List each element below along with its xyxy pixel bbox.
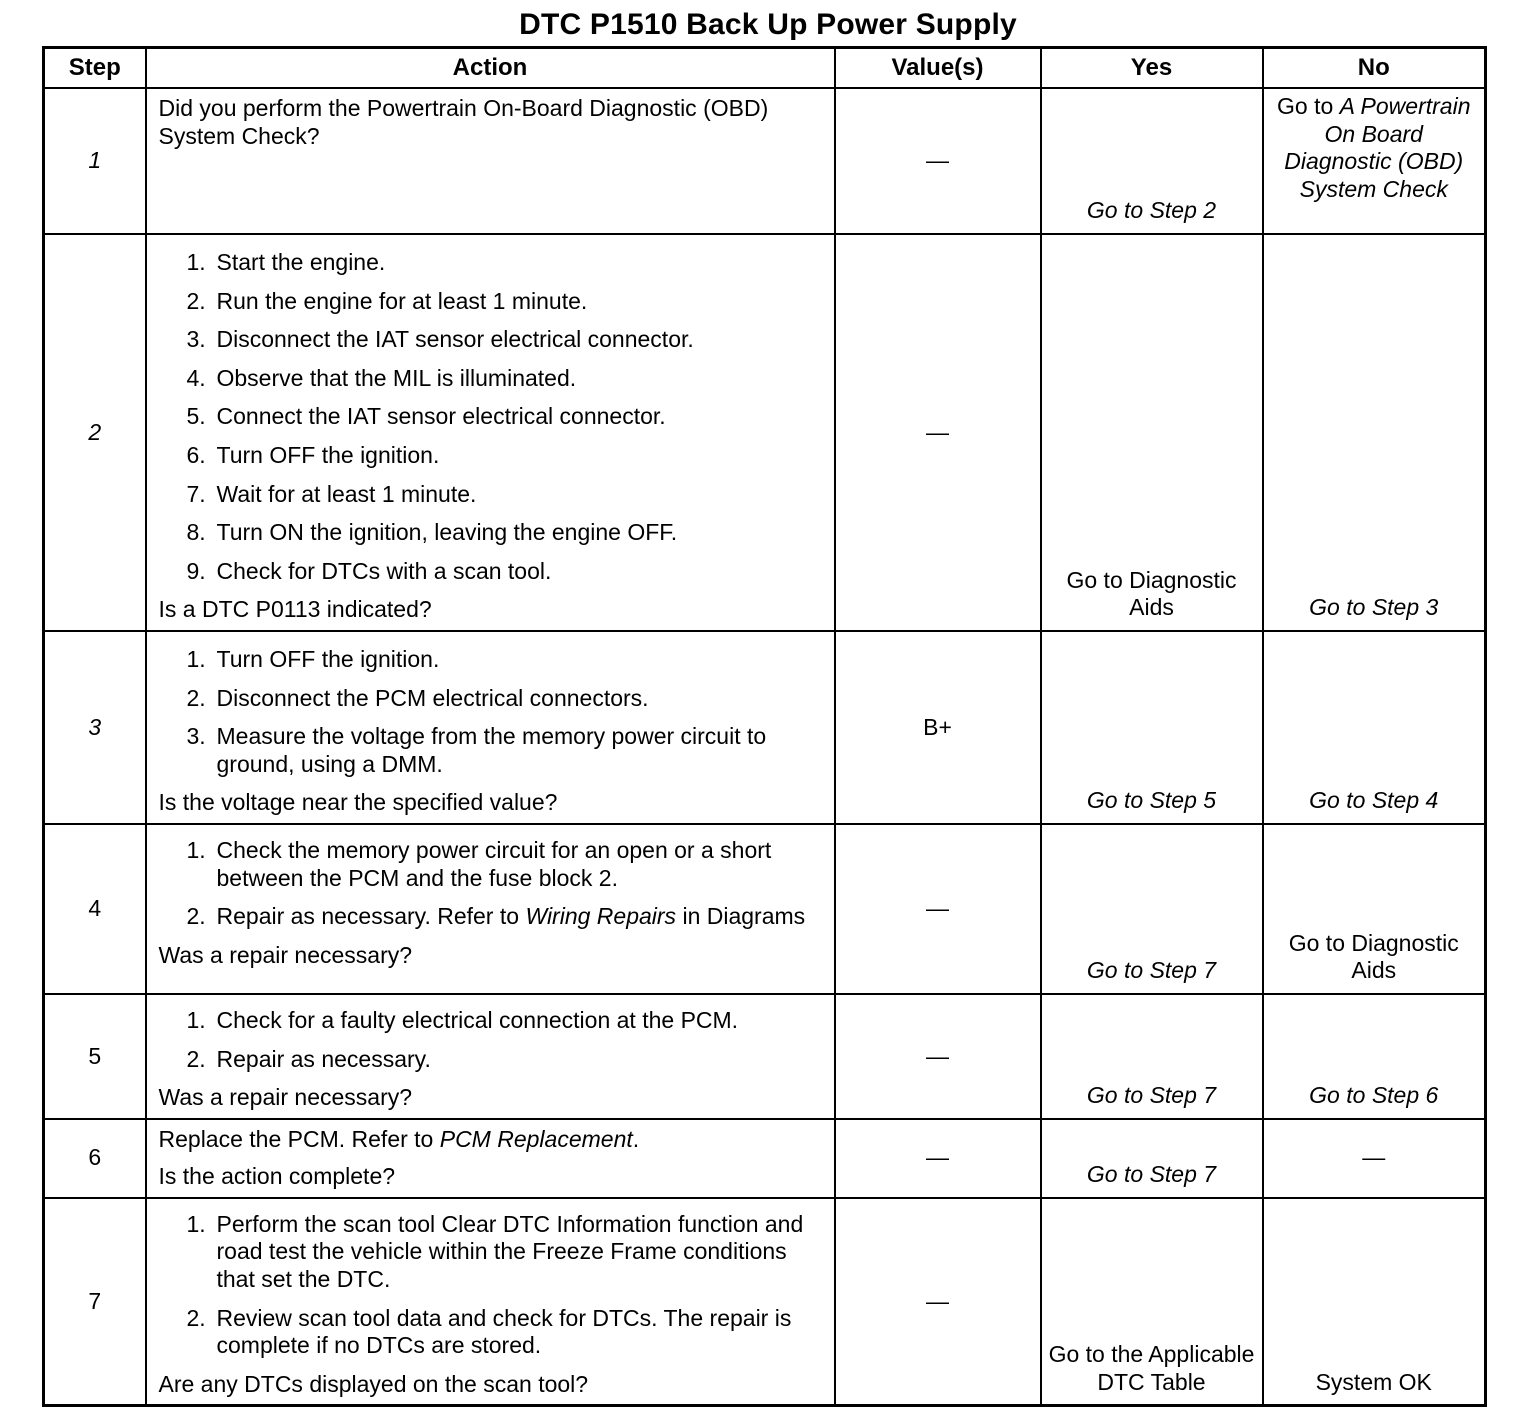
value-cell: —: [835, 234, 1041, 631]
step-number: 6: [44, 1119, 146, 1198]
list-item: 6. Turn OFF the ignition.: [186, 441, 440, 468]
no-cell: [1263, 824, 1486, 994]
step-number: 4: [44, 824, 146, 994]
header-yes: Yes: [1041, 48, 1263, 89]
pcm-replacement-ref: PCM Replacement: [439, 1125, 633, 1152]
table-row: [44, 1198, 1486, 1406]
yes-cell: [1041, 1119, 1263, 1198]
action-cell: [146, 88, 835, 234]
list-item: 5. Connect the IAT sensor electrical connector.: [186, 403, 666, 430]
no-link-prefix: Go to: [1277, 93, 1340, 119]
no-link-target: A Powertrain On Board Diagnostic (OBD) System Check: [1284, 93, 1471, 202]
yes-cell: [1041, 994, 1263, 1119]
step-number: 5: [44, 994, 146, 1119]
yes-link: Go to Step 7: [1086, 957, 1217, 984]
action-question: Was a repair necessary?: [158, 941, 413, 968]
value-cell: —: [835, 88, 1041, 234]
yes-cell: [1041, 88, 1263, 234]
table-row: [44, 824, 1486, 994]
list-item: 1. Check the memory power circuit for an open or a short between the PCM and the fuse block 2.: [186, 836, 772, 891]
action-steps: [159, 249, 824, 585]
list-item: 1. Turn OFF the ignition.: [186, 645, 440, 672]
list-item: 2. Repair as necessary.: [186, 1045, 431, 1072]
wiring-repairs-ref: Wiring Repairs: [525, 903, 677, 930]
list-item: 1. Perform the scan tool Clear DTC Information function and road test the vehicle within the Freeze Frame conditions that set the DTC.: [186, 1210, 804, 1293]
action-steps: [159, 646, 824, 778]
no-cell: [1263, 631, 1486, 824]
action-cell: [146, 1198, 835, 1406]
value-cell: —: [835, 1119, 1041, 1198]
no-cell: —: [1263, 1119, 1486, 1198]
no-link: System OK: [1315, 1368, 1432, 1395]
list-item: 8. Turn ON the ignition, leaving the engine OFF.: [186, 519, 678, 546]
action-question: Are any DTCs displayed on the scan tool?: [158, 1370, 589, 1397]
action-question: Did you perform the Powertrain On-Board Diagnostic (OBD) System Check?: [158, 95, 769, 149]
list-item: 2. Review scan tool data and check for DTCs. The repair is complete if no DTCs are stored.: [186, 1304, 792, 1359]
table-row: [44, 234, 1486, 631]
action-cell: [146, 1119, 835, 1198]
header-values: Value(s): [835, 48, 1041, 89]
yes-link: Go to the Applicable DTC Table: [1048, 1341, 1255, 1395]
action-cell: [146, 234, 835, 631]
list-item: 2. Repair as necessary. Refer to Wiring Repairs in Diagrams: [186, 903, 806, 930]
action-steps: [159, 837, 824, 931]
yes-link: Go to Diagnostic Aids: [1066, 566, 1237, 621]
no-link: Go to Step 4: [1309, 787, 1439, 814]
action-steps: [159, 1211, 824, 1360]
step-number: 7: [44, 1198, 146, 1406]
page-title: DTC P1510 Back Up Power Supply: [519, 8, 1017, 41]
list-item: 2. Run the engine for at least 1 minute.: [186, 287, 588, 314]
action-question: Is the voltage near the specified value?: [158, 789, 558, 816]
yes-cell: [1041, 824, 1263, 994]
value-cell: B+: [835, 631, 1041, 824]
no-link: Go to Step 6: [1309, 1082, 1439, 1109]
step-number: 3: [44, 631, 146, 824]
list-item: 3. Measure the voltage from the memory power circuit to ground, using a DMM.: [186, 723, 767, 777]
no-cell: [1263, 234, 1486, 631]
yes-link: Go to Step 7: [1086, 1161, 1217, 1188]
diagnostic-table: [42, 46, 1487, 1407]
list-item: 7. Wait for at least 1 minute.: [186, 480, 477, 507]
action-cell: [146, 631, 835, 824]
yes-link: Go to Step 5: [1086, 787, 1217, 814]
yes-cell: [1041, 234, 1263, 631]
value-cell: —: [835, 1198, 1041, 1406]
value-cell: —: [835, 824, 1041, 994]
step-number: 1: [44, 88, 146, 234]
table-row: [44, 88, 1486, 234]
action-steps: [159, 1007, 824, 1073]
no-cell: [1263, 1198, 1486, 1406]
yes-cell: [1041, 631, 1263, 824]
no-cell: [1263, 88, 1486, 234]
action-question: Is the action complete?: [158, 1163, 396, 1190]
list-item: 9. Check for DTCs with a scan tool.: [186, 557, 552, 584]
table-row: [44, 631, 1486, 824]
action-line: Replace the PCM. Refer to PCM Replacement.: [158, 1125, 640, 1152]
no-link: Go to Step 3: [1309, 594, 1439, 621]
no-link: Go to Diagnostic Aids: [1288, 929, 1459, 984]
value-cell: —: [835, 994, 1041, 1119]
yes-cell: [1041, 1198, 1263, 1406]
list-item: 1. Start the engine.: [186, 249, 386, 275]
yes-link: Go to Step 7: [1086, 1082, 1217, 1109]
table-header-row: [44, 48, 1486, 89]
action-cell: [146, 994, 835, 1119]
step-number: 2: [44, 234, 146, 631]
list-item: 4. Observe that the MIL is illuminated.: [186, 364, 577, 391]
table-row: [44, 994, 1486, 1119]
no-cell: [1263, 994, 1486, 1119]
action-cell: [146, 824, 835, 994]
header-no: No: [1263, 48, 1486, 89]
header-action: Action: [146, 48, 835, 89]
list-item: 2. Disconnect the PCM electrical connectors.: [186, 684, 649, 711]
header-step: Step: [44, 48, 146, 89]
yes-link: Go to Step 2: [1086, 197, 1217, 224]
list-item: 3. Disconnect the IAT sensor electrical connector.: [186, 326, 694, 353]
action-question: Is a DTC P0113 indicated?: [158, 596, 432, 623]
action-question: Was a repair necessary?: [158, 1084, 413, 1111]
list-item: 1. Check for a faulty electrical connection at the PCM.: [186, 1006, 739, 1033]
table-row: [44, 1119, 1486, 1198]
